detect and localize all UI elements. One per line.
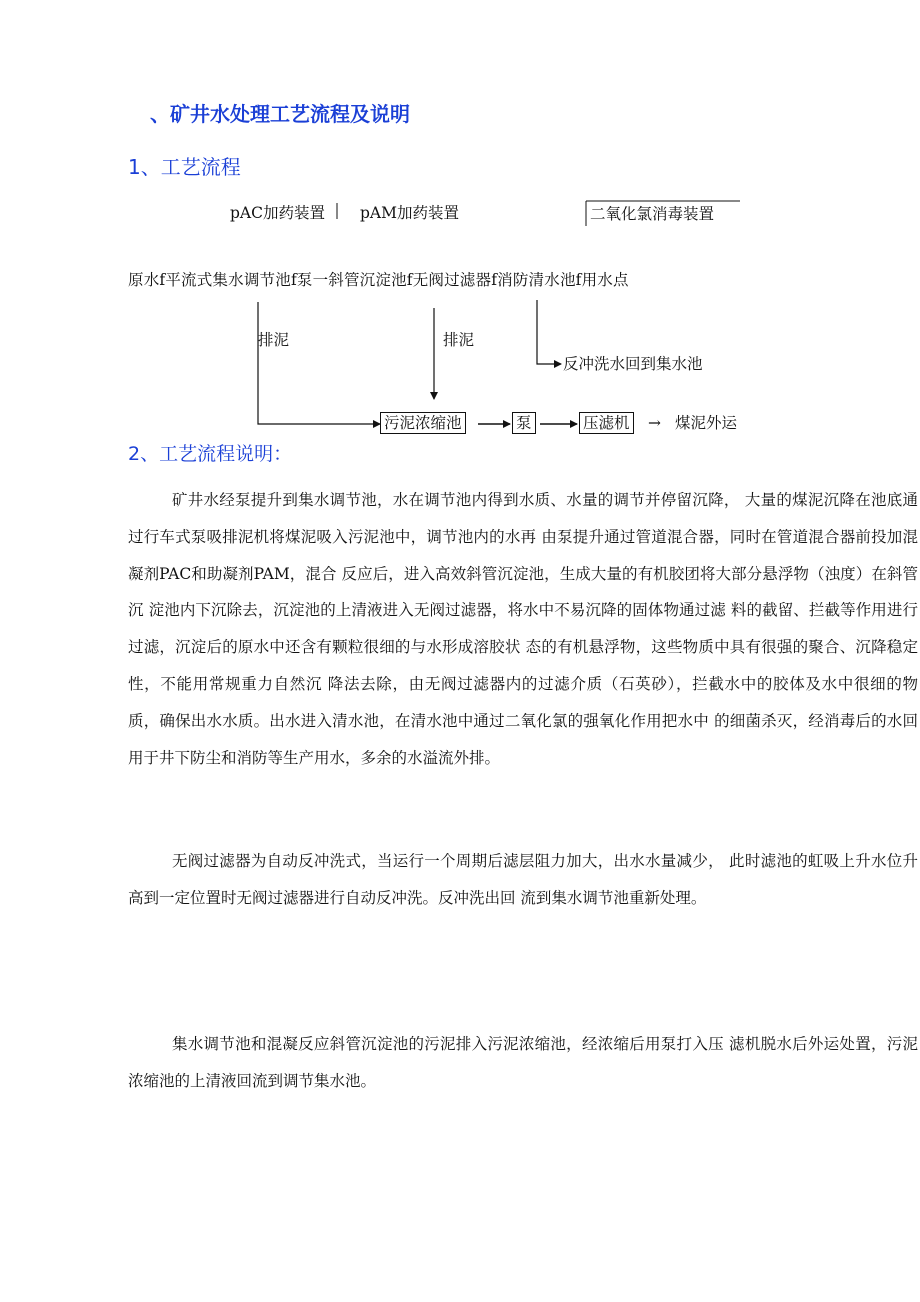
process-flow-diagram [0, 0, 920, 480]
backwash-label: 反冲洗水回到集水池 [563, 355, 703, 373]
pac-dosing-device: pAC加药装置 [230, 204, 325, 222]
sludge-thickener-box: 污泥浓缩池 [380, 412, 466, 434]
description-paragraph: 集水调节池和混凝反应斜管沉淀池的污泥排入污泥浓缩池，经浓缩后用泵打入压 滤机脱水后外运处置，污泥浓缩池的上清液回流到调节集水池。 [128, 1035, 918, 1090]
pam-dosing-device: pAM加药装置 [360, 204, 459, 222]
backwash-line [537, 300, 561, 364]
sludge-label-left: 排泥 [258, 331, 290, 349]
output-arrow-glyph: → [648, 414, 661, 432]
main-process-line: 原水f平流式集水调节池f泵一斜管沉淀池f无阀过滤器f消防清水池f用水点 [128, 271, 629, 289]
section-heading-process-flow: 1、工艺流程 [128, 155, 241, 179]
filter-press-box: 压滤机 [579, 412, 634, 434]
sludge-line-left [258, 302, 380, 424]
description-paragraph: 无阀过滤器为自动反冲洗式，当运行一个周期后滤层阻力加大，出水水量减少， 此时滤池的虹吸上升水位升高到一定位置时无阀过滤器进行自动反冲洗。反冲洗出回 流到集水调节池重新处理。 [128, 852, 918, 907]
description-paragraph: 矿井水经泵提升到集水调节池，水在调节池内得到水质、水量的调节并停留沉降， 大量的煤泥沉降在池底通过行车式泵吸排泥机将煤泥吸入污泥池中，调节池内的水再 由泵提升通过管道混合器，同时在管道混合器前投加混凝剂PAC和助凝剂PAM，混合 反应后，进入高效斜管沉淀池，生成大量的有机胶团将大部分悬浮物（浊度）在斜管沉 淀池内下沉除去，沉淀池的上清液进入无阀过滤器，将水中不易沉降的固体物通过滤 料的截留、拦截等作用进行过滤，沉淀后的原水中还含有颗粒很细的与水形成溶胶状 态的有机悬浮物，这些物质中具有很强的聚合、沉降稳定性，不能用常规重力自然沉 降法去除，由无阀过滤器内的过滤介质（石英砂），拦截水中的胶体及水中很细的物 质，确保出水水质。出水进入清水池，在清水池中通过二氧化氯的强氧化作用把水中 的细菌杀灭，经消毒后的水回用于井下防尘和消防等生产用水，多余的水溢流外排。 [128, 491, 918, 767]
document-title: 、矿井水处理工艺流程及说明 [150, 102, 410, 126]
pump-box: 泵 [512, 412, 536, 434]
section-heading-process-description: 2、工艺流程说明： [128, 443, 293, 465]
sludge-label-middle: 排泥 [443, 331, 475, 349]
disinfection-device: 二氧化氯消毒装置 [590, 205, 715, 223]
coal-slime-output: 煤泥外运 [675, 414, 738, 432]
